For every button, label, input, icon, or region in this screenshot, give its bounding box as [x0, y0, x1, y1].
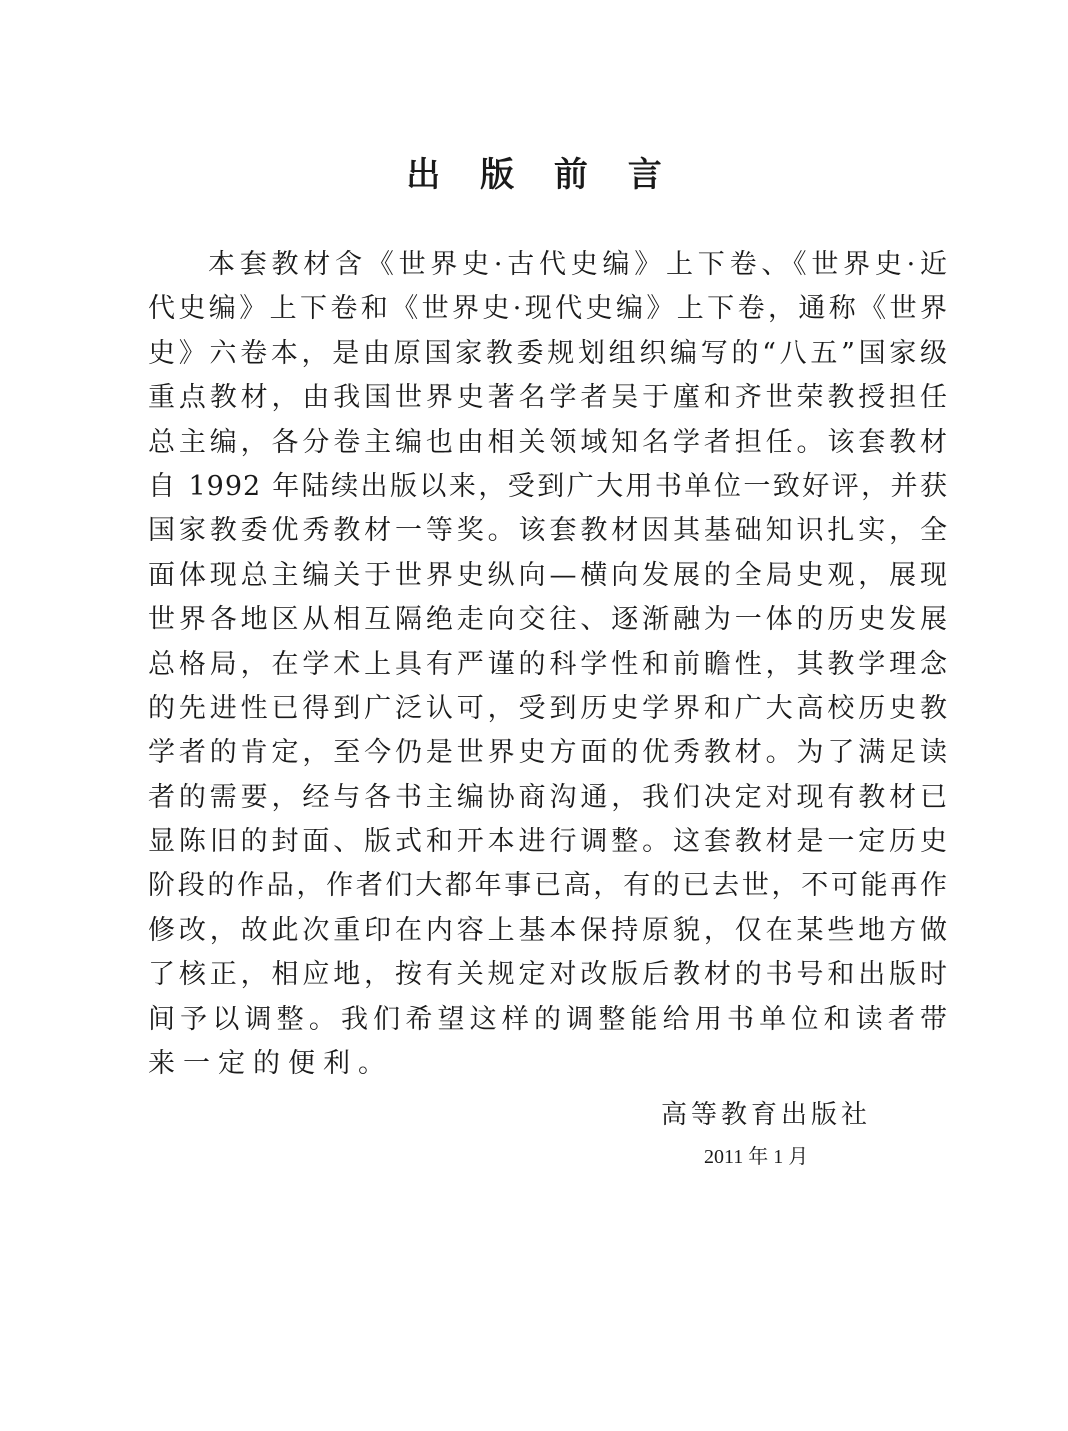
body-line: 国家教委优秀教材一等奖。该套教材因其基础知识扎实，全	[148, 515, 948, 547]
body-line: 史》六卷本，是由原国家教委规划组织编写的“八五”国家级	[148, 337, 948, 369]
body-line: 的先进性已得到广泛认可，受到历史学界和广大高校历史教	[148, 692, 948, 724]
publication-date: 2011 年 1 月	[704, 1146, 809, 1168]
body-line: 代史编》上下卷和《世界史·现代史编》上下卷，通称《世界	[148, 293, 948, 325]
body-line: 间予以调整。我们希望这样的调整能给用书单位和读者带	[148, 1003, 948, 1035]
body-line: 重点教材，由我国世界史著名学者吴于廑和齐世荣教授担任	[148, 382, 948, 414]
body-line: 自 1992 年陆续出版以来，受到广大用书单位一致好评，并获	[148, 470, 948, 502]
body-line: 世界各地区从相互隔绝走向交往、逐渐融为一体的历史发展	[148, 604, 948, 636]
body-line: 显陈旧的封面、版式和开本进行调整。这套教材是一定历史	[148, 826, 948, 858]
body-line: 修改，故此次重印在内容上基本保持原貌，仅在某些地方做	[148, 914, 948, 946]
body-line: 总格局，在学术上具有严谨的科学性和前瞻性，其教学理念	[148, 648, 948, 680]
body-line: 学者的肯定，至今仍是世界史方面的优秀教材。为了满足读	[148, 737, 948, 769]
body-line: 总主编，各分卷主编也由相关领域知名学者担任。该套教材	[148, 426, 948, 458]
body-line: 面体现总主编关于世界史纵向—横向发展的全局史观，展现	[148, 559, 948, 591]
publisher-signature: 高等教育出版社	[661, 1100, 872, 1130]
page-title: 出 版 前 言	[406, 155, 676, 195]
body-line: 本套教材含《世界史·古代史编》上下卷、《世界史·近	[208, 249, 948, 280]
body-line: 阶段的作品，作者们大都年事已高，有的已去世，不可能再作	[148, 870, 948, 902]
body-line: 了核正，相应地，按有关规定对改版后教材的书号和出版时	[148, 959, 948, 991]
body-line: 者的需要，经与各书主编协商沟通，我们决定对现有教材已	[148, 781, 948, 813]
preface-body	[148, 243, 948, 1086]
body-line: 来一定的便利。	[148, 1048, 393, 1080]
